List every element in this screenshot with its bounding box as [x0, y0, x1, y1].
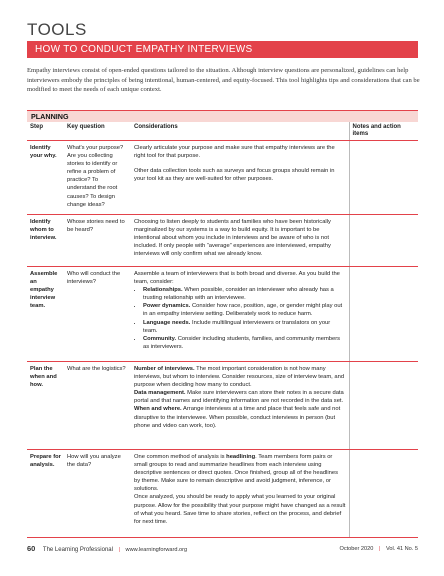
planning-heading: PLANNING	[27, 110, 418, 122]
website-link[interactable]: www.learningforward.org	[125, 547, 188, 553]
col-header-notes: Notes and action items	[349, 122, 418, 141]
notes-cell[interactable]	[349, 267, 418, 362]
consideration-text: Assemble a team of interviewers that is both broad and diverse. As you build the team, consider:	[134, 271, 340, 286]
table-row	[27, 215, 418, 267]
consideration-text: Once analyzed, you should be ready to apply what you learned to your original purpose. Allow for the possibility that your purpose might have changed as a result of what you heard. Save time to share stories, reflect on the process, and debrief for next time.	[134, 494, 346, 525]
consideration-text: Other data collection tools such as surveys and focus groups should remain in your tool kit as they are well-suited for other purposes.	[134, 168, 335, 183]
considerations-cell	[131, 267, 349, 362]
question-cell: What's your purpose? Are you collecting stories to identify or refine a problem of practice? To understand the root causes? To design change ideas?	[64, 141, 131, 215]
consideration-text: One common method of analysis is headlining. Team members form pairs or small groups to read and summarize headlines from each interview using descriptive sentences or direct quotes. Once finished, group all of the headlines by theme. Make sure to remain descriptive and avoid judgment, inference, or solutions.	[134, 454, 338, 493]
consideration-text: Data management. Make sure interviewers can store their notes in a secure data portal and that names and identifying information are not recorded in the data set.	[134, 390, 344, 405]
step-cell: Identify whom to interview.	[27, 215, 64, 267]
notes-cell[interactable]	[349, 450, 418, 538]
page-footer	[27, 544, 418, 554]
consideration-text: Number of interviews. The most important consideration is not how many interviews, but whom to interview. Consider resources, size of interview team, and purpose when deciding how many to conduct.	[134, 366, 345, 389]
list-item: • Power dynamics. Consider how race, position, age, or gender might play out in an empathy interview setting. Deliberately work to reduce harm.	[143, 302, 346, 318]
table-row	[27, 362, 418, 450]
section-label: TOOLS	[27, 20, 87, 39]
step-cell: Assemble an empathy interview team.	[27, 267, 64, 362]
list-item: • Language needs. Include multilingual interviewers or translators on your team.	[143, 319, 346, 335]
considerations-cell	[131, 450, 349, 538]
step-cell: Plan the when and how.	[27, 362, 64, 450]
page-title: HOW TO CONDUCT EMPATHY INTERVIEWS	[27, 41, 418, 58]
issue-volume: Vol. 41 No. 5	[385, 546, 418, 552]
issue-date: October 2020	[339, 546, 374, 552]
issue-info	[339, 544, 418, 554]
table-row	[27, 450, 418, 538]
col-header-key-question: Key question	[64, 122, 131, 141]
intro-paragraph: Empathy interviews consist of open-ended questions tailored to the situation. Although interview questions are personalized, guidelines can help interviewers embody the principles of being intentional, human-centered, and equity-focused. This tool highlights tips and considerations that can be modified to meet the needs of each unique context.	[27, 67, 420, 94]
list-item: • Community. Consider including students, families, and community members as interviewers.	[143, 335, 346, 351]
consideration-text: When and where. Arrange interviews at a time and place that feels safe and not disruptive to the interviewee. When possible, conduct interviews in person (but phone and video can work, too).	[134, 406, 341, 429]
list-item: • Relationships. When possible, consider an interviewer who already has a trusting relationship with an interviewee.	[143, 286, 346, 302]
publication-name: The Learning Professional	[42, 547, 113, 553]
notes-cell[interactable]	[349, 141, 418, 215]
considerations-cell	[131, 141, 349, 215]
footer-divider: |	[378, 546, 381, 552]
step-cell: Identify your why.	[27, 141, 64, 215]
notes-cell[interactable]	[349, 215, 418, 267]
step-cell: Prepare for analysis.	[27, 450, 64, 538]
page-number: 60	[27, 544, 36, 553]
question-cell: Who will conduct the interviews?	[64, 267, 131, 362]
col-header-step: Step	[27, 122, 64, 141]
question-cell: How will you analyze the data?	[64, 450, 131, 538]
table-row	[27, 267, 418, 362]
table-header-row	[27, 122, 418, 141]
considerations-cell	[131, 215, 349, 267]
question-cell: What are the logistics?	[64, 362, 131, 450]
table-row	[27, 141, 418, 215]
planning-table	[27, 122, 418, 538]
consideration-text: Clearly articulate your purpose and make sure that empathy interviews are the right tool for that purpose.	[134, 145, 335, 160]
consideration-text: Choosing to listen deeply to students and families who have been historically marginalized by our systems is a way to build equity. It is important to be intentional about whom you include in interviews and be aware of who is not included. If only people with “average” experiences are interviewed, empathy interviews will only confirm what we already know.	[134, 219, 331, 258]
consideration-list	[134, 286, 346, 351]
col-header-considerations: Considerations	[131, 122, 349, 141]
considerations-cell	[131, 362, 349, 450]
notes-cell[interactable]	[349, 362, 418, 450]
question-cell: Whose stories need to be heard?	[64, 215, 131, 267]
footer-divider: |	[118, 547, 120, 553]
